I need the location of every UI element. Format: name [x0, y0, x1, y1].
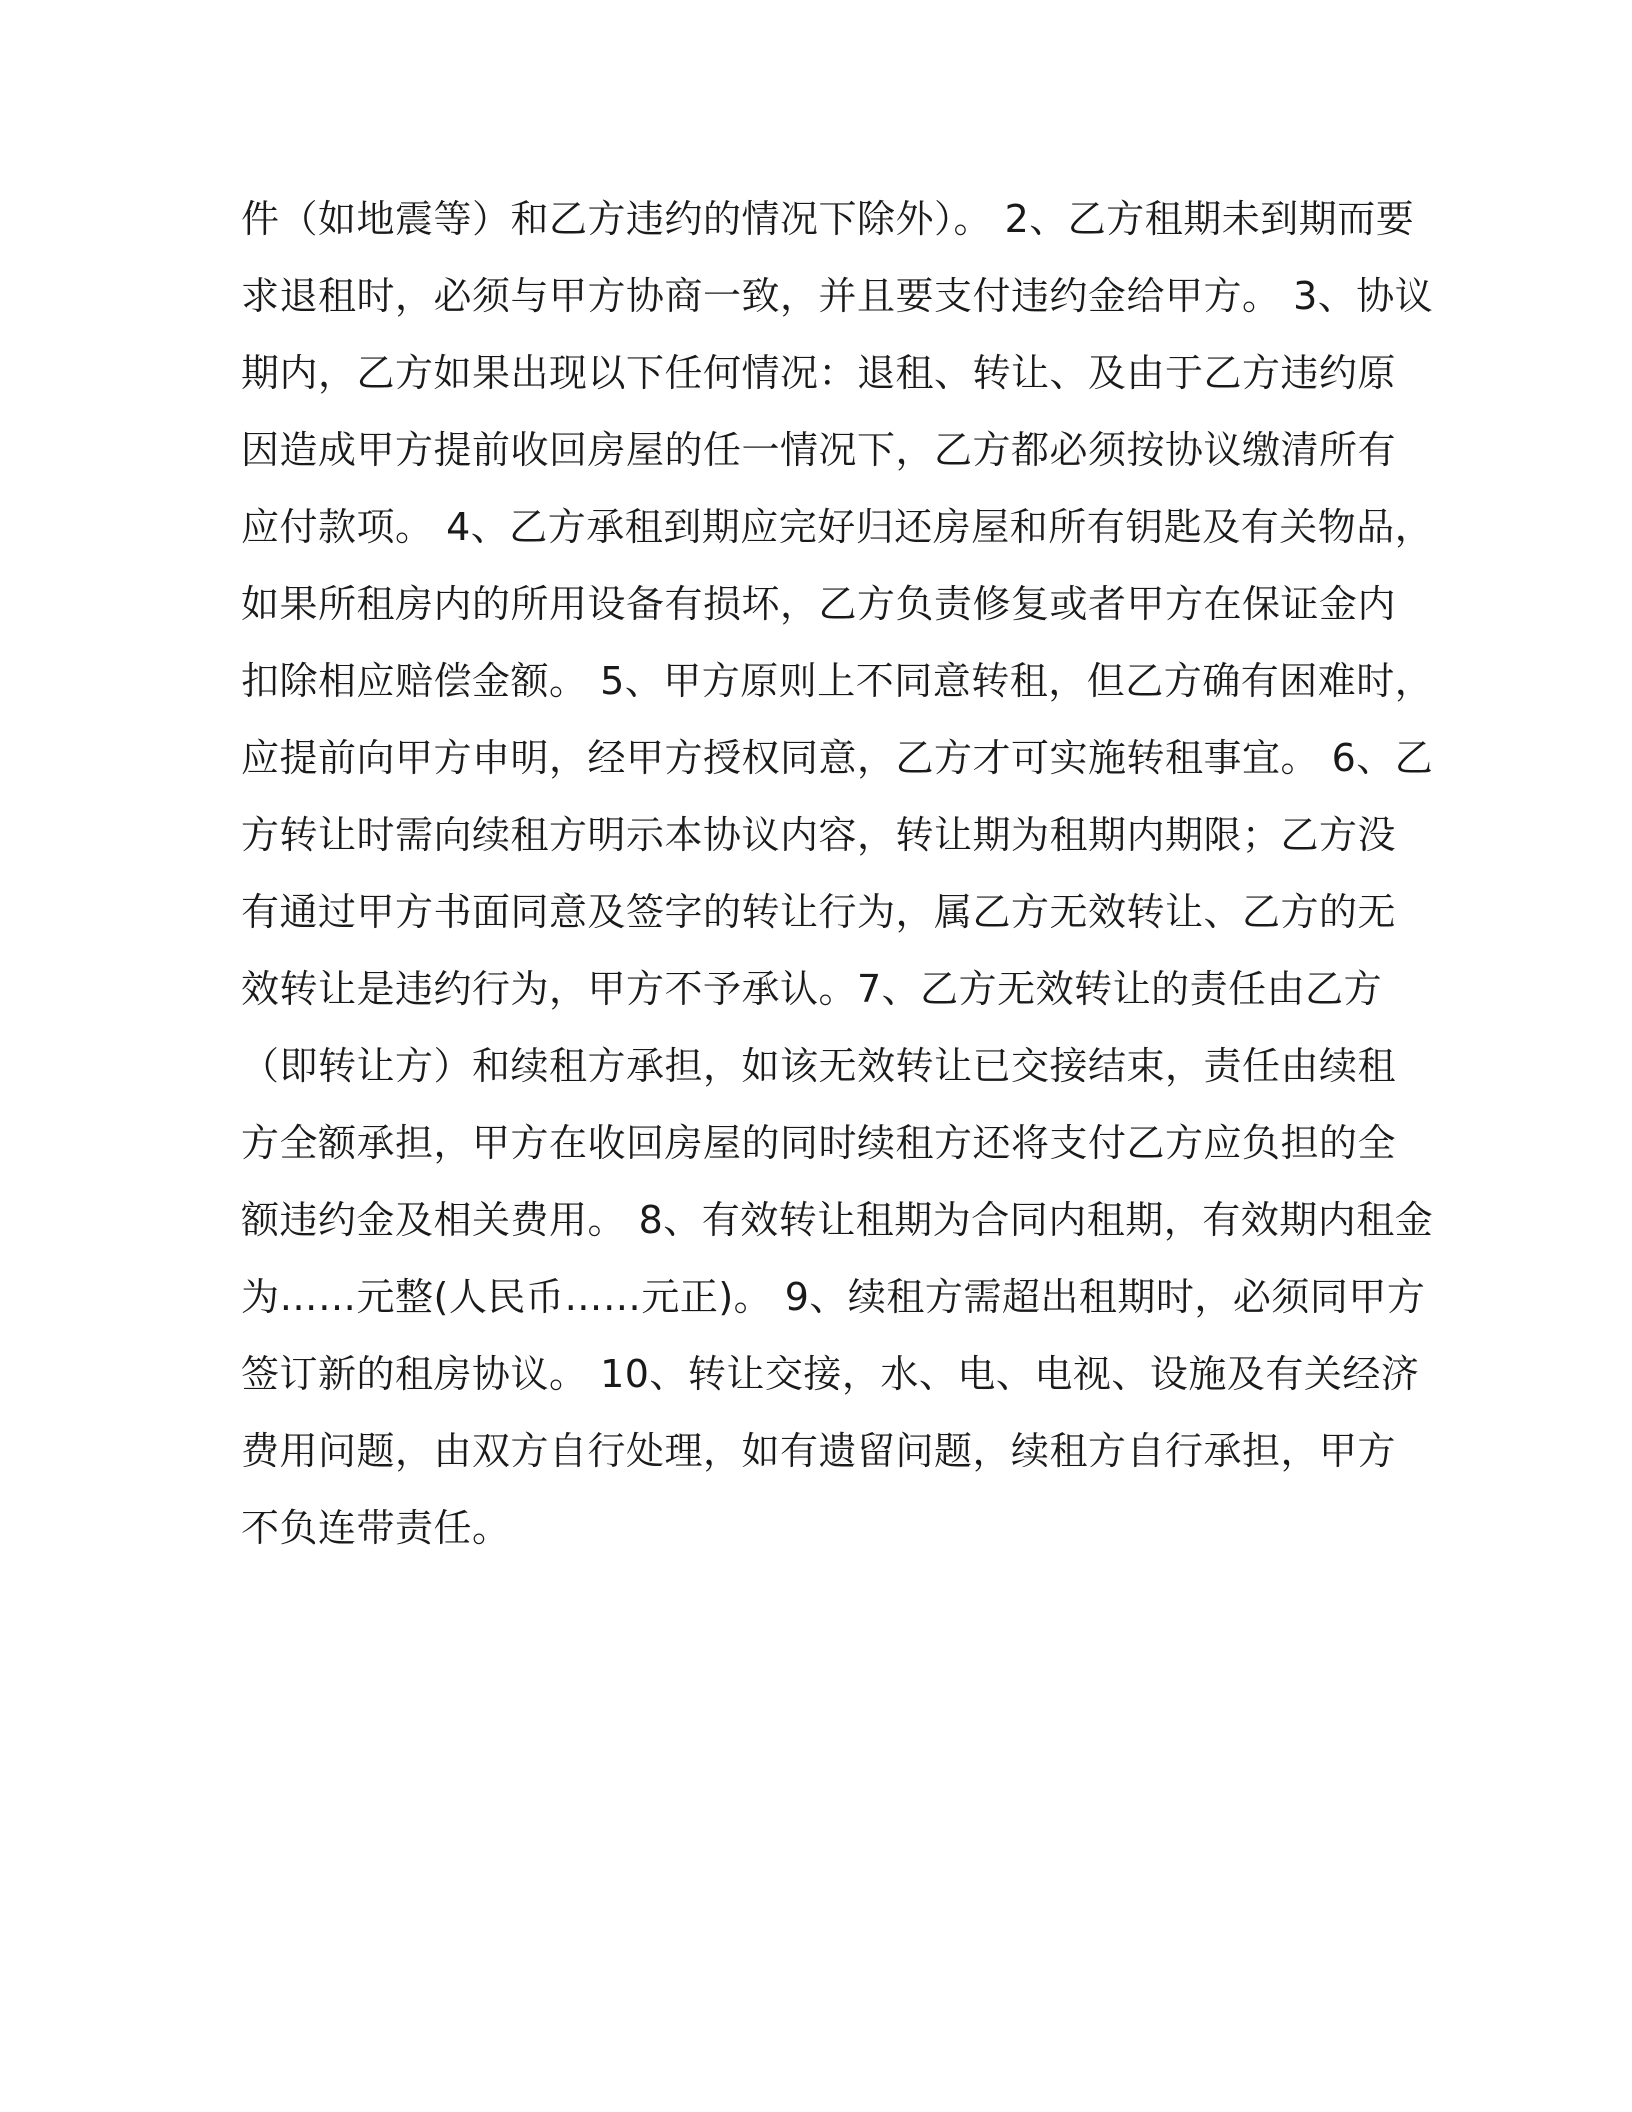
text-line: 签订新的租房协议。 10、转让交接，水、电、电视、设施及有关经济 — [241, 1352, 1420, 1396]
text-line: 方转让时需向续租方明示本协议内容，转让期为租期内期限；乙方没 — [241, 813, 1397, 857]
text-line: 应提前向甲方申明，经甲方授权同意，乙方才可实施转租事宜。 6、乙 — [241, 736, 1434, 780]
text-line: 期内，乙方如果出现以下任何情况：退租、转让、及由于乙方违约原 — [241, 351, 1397, 395]
text-line: 因造成甲方提前收回房屋的任一情况下，乙方都必须按协议缴清所有 — [241, 428, 1397, 472]
text-line: 件（如地震等）和乙方违约的情况下除外）。 2、乙方租期未到期而要 — [241, 197, 1415, 241]
text-line: 应付款项。 4、乙方承租到期应完好归还房屋和所有钥匙及有关物品， — [241, 505, 1434, 549]
text-line: 额违约金及相关费用。 8、有效转让租期为合同内租期，有效期内租金 — [241, 1198, 1434, 1242]
text-line: 有通过甲方书面同意及签字的转让行为，属乙方无效转让、乙方的无 — [241, 890, 1397, 934]
text-line: 如果所租房内的所用设备有损坏，乙方负责修复或者甲方在保证金内 — [241, 582, 1397, 626]
text-line: 求退租时，必须与甲方协商一致，并且要支付违约金给甲方。 3、协议 — [241, 274, 1434, 318]
text-line: 效转让是违约行为，甲方不予承认。7、乙方无效转让的责任由乙方 — [241, 967, 1383, 1011]
text-line: 为……元整(人民币……元正)。 9、续租方需超出租期时，必须同甲方 — [241, 1275, 1426, 1319]
text-line: 方全额承担，甲方在收回房屋的同时续租方还将支付乙方应负担的全 — [241, 1121, 1397, 1165]
contract-body-text — [241, 188, 1434, 1574]
text-line: 扣除相应赔偿金额。 5、甲方原则上不同意转租，但乙方确有困难时， — [241, 659, 1434, 703]
text-line: 不负连带责任。 — [241, 1506, 511, 1550]
text-line: （即转让方）和续租方承担，如该无效转让已交接结束，责任由续租 — [241, 1044, 1397, 1088]
text-line: 费用问题，由双方自行处理，如有遗留问题，续租方自行承担，甲方 — [241, 1429, 1397, 1473]
